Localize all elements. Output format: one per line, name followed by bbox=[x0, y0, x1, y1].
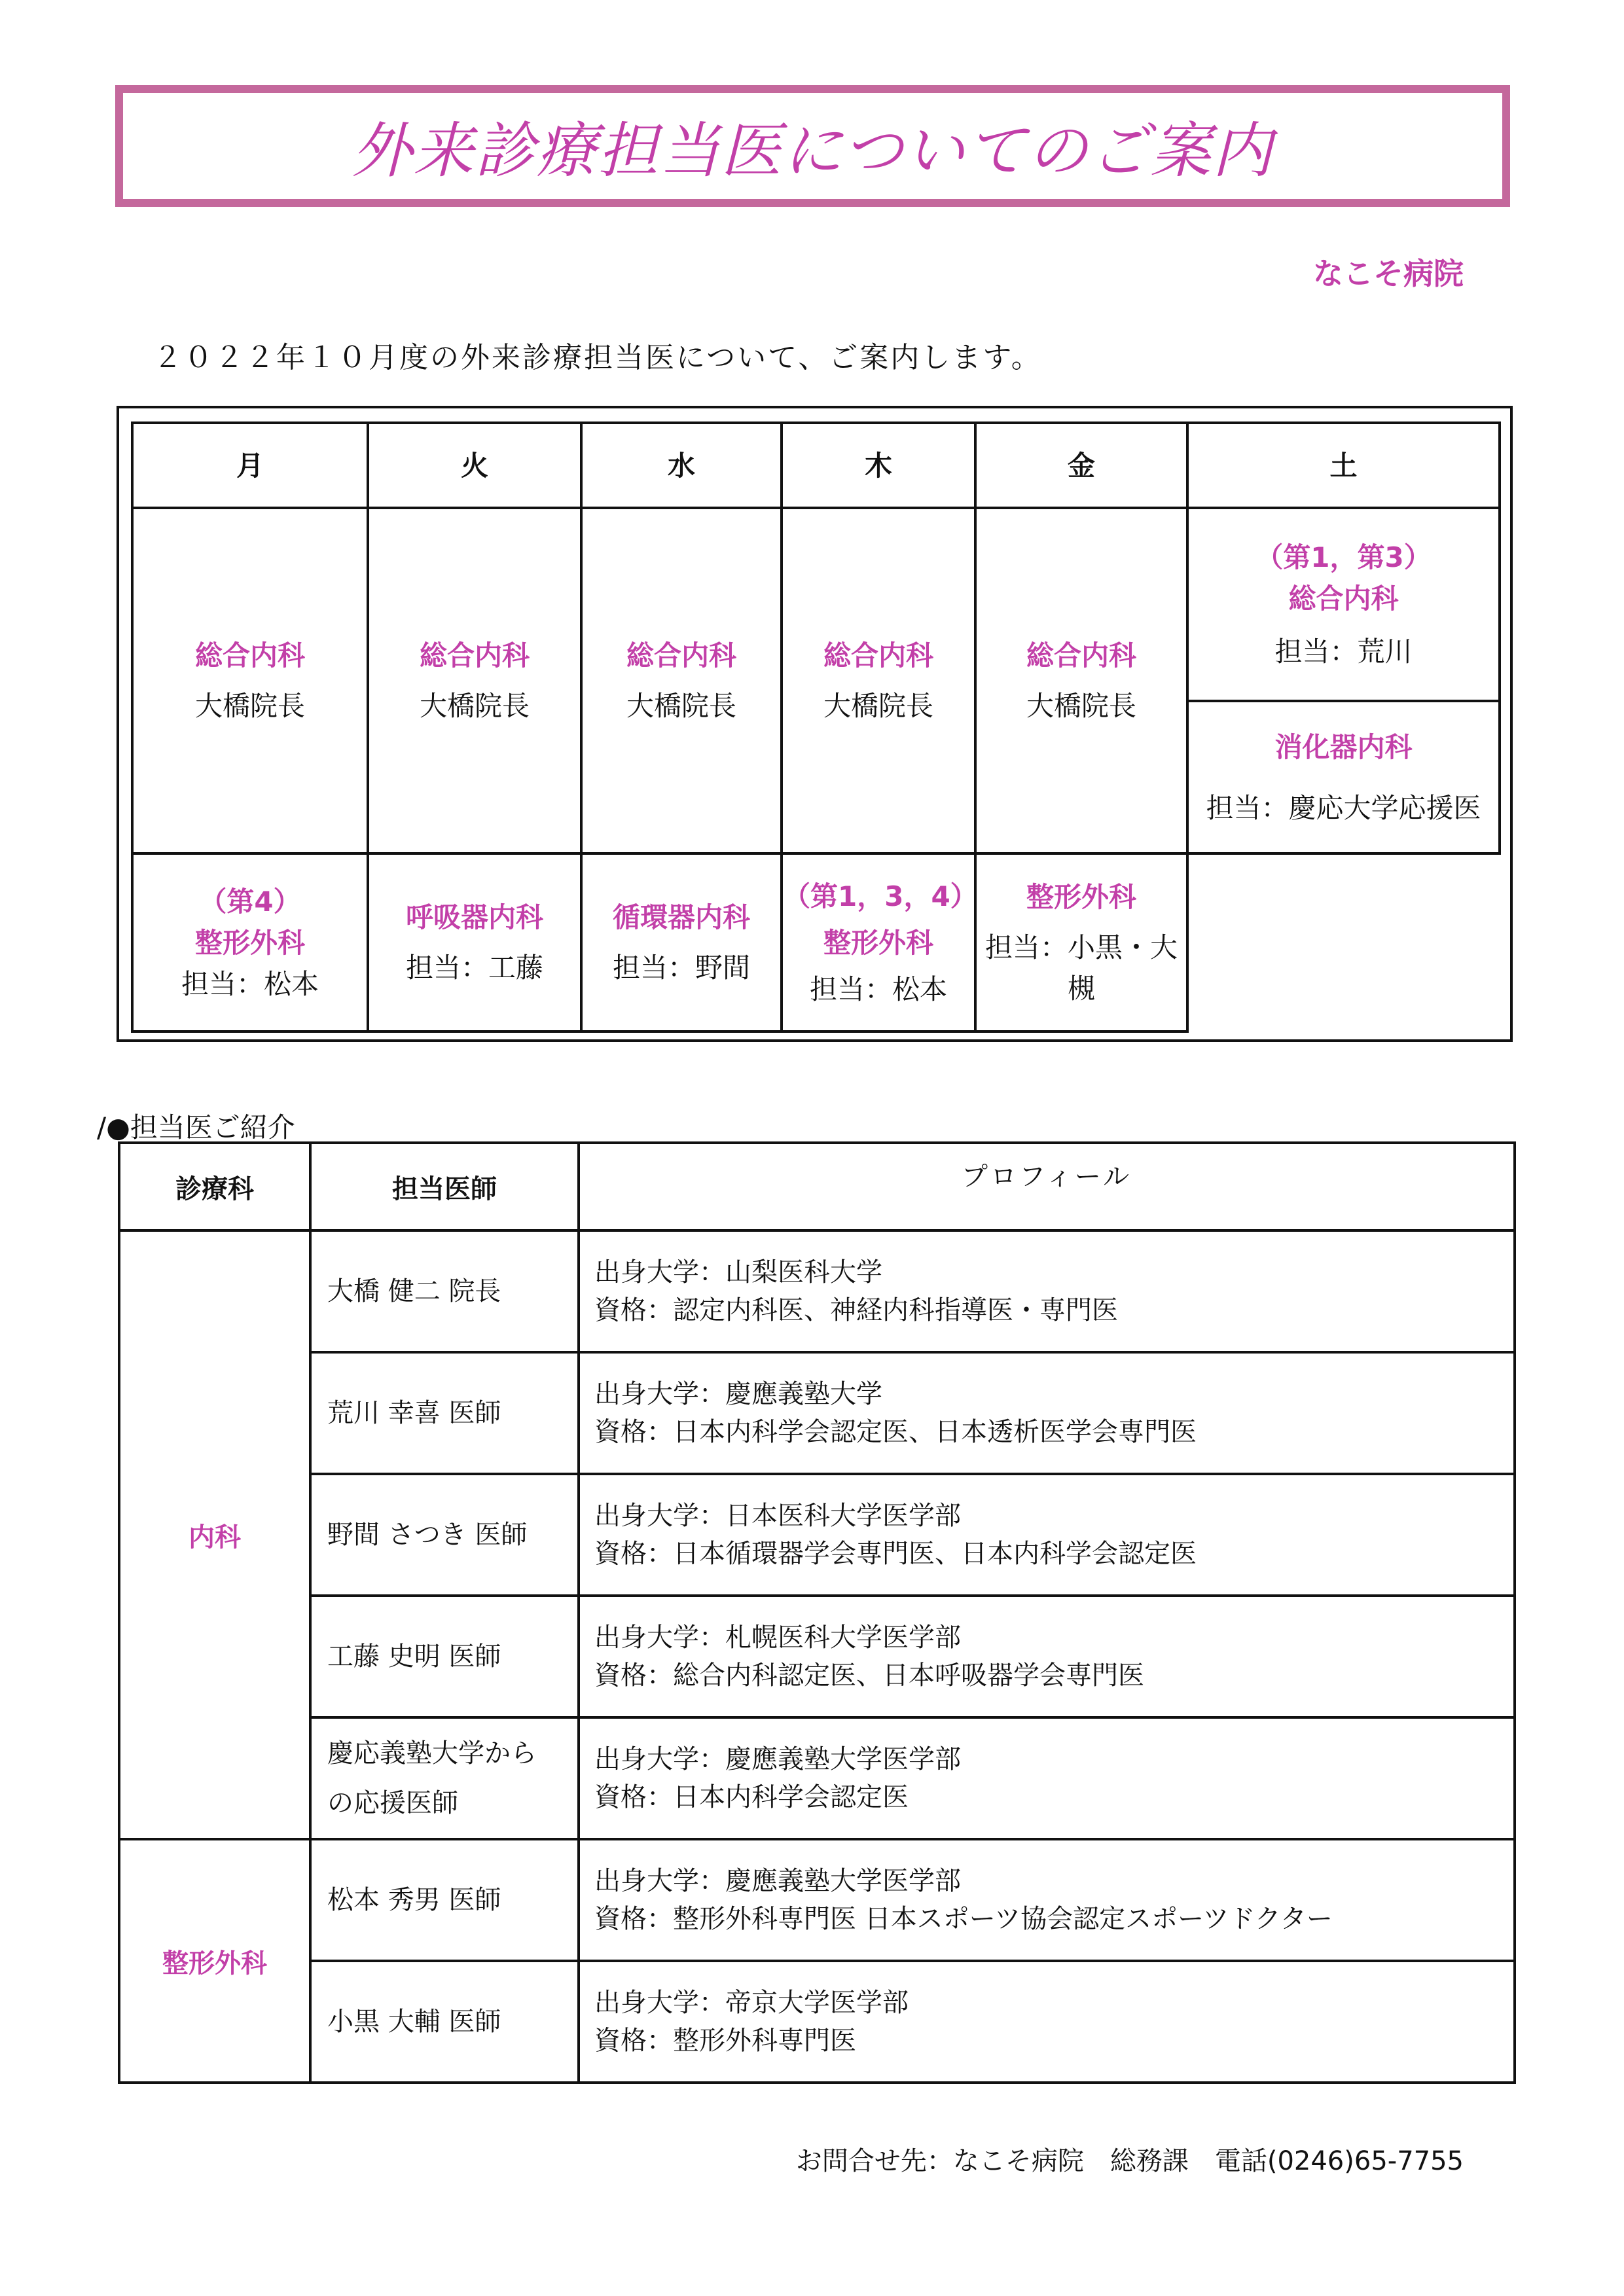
thu-bottom-doctor: 担当：野間 bbox=[612, 952, 750, 984]
schedule-table bbox=[131, 422, 1501, 1033]
mon-doctor: 大橋院長 bbox=[194, 690, 305, 722]
doctor-profile bbox=[579, 1961, 1515, 2083]
doctor-name bbox=[310, 1717, 579, 1839]
doctor-name: 松本 秀男 医師 bbox=[310, 1839, 579, 1961]
doctor-name: 野間 さつき 医師 bbox=[310, 1474, 579, 1596]
table-row bbox=[119, 1352, 1515, 1474]
contact-info: お問合せ先：なこそ病院 総務課 電話(0246)65-7755 bbox=[795, 2146, 1464, 2176]
tue-top-dept: 総合内科 bbox=[419, 639, 530, 672]
tue-top-doctor: 大橋院長 bbox=[419, 690, 530, 722]
hospital-name: なこそ病院 bbox=[1313, 256, 1464, 291]
fri-top-dept: 総合内科 bbox=[1026, 639, 1136, 672]
profile-qualification: 資格：整形外科専門医 日本スポーツ協会認定スポーツドクター bbox=[594, 1904, 1333, 1934]
dept-seikei: 整形外科 bbox=[119, 1839, 310, 2083]
table-row bbox=[119, 1474, 1515, 1596]
profile-qualification: 資格：総合内科認定医、日本呼吸器学会専門医 bbox=[594, 1660, 1144, 1691]
profile-header-row bbox=[119, 1143, 1515, 1230]
doctor-name: 小黒 大輔 医師 bbox=[310, 1961, 579, 2083]
table-row bbox=[119, 1596, 1515, 1717]
table-row bbox=[119, 1717, 1515, 1839]
profile-university: 出身大学：札幌医科大学医学部 bbox=[594, 1623, 961, 1653]
profile-university: 出身大学：慶應義塾大学 bbox=[594, 1379, 882, 1409]
sat-bottom-dept: 整形外科 bbox=[1026, 880, 1136, 913]
profile-qualification: 資格：日本内科学会認定医、日本透析医学会専門医 bbox=[594, 1417, 1197, 1447]
profile-university: 出身大学：帝京大学医学部 bbox=[594, 1988, 909, 2018]
day-header-mon: 月 bbox=[132, 423, 368, 508]
profile-university: 出身大学：慶應義塾大学医学部 bbox=[594, 1744, 961, 1774]
sat-2-dept: 消化器内科 bbox=[1274, 730, 1413, 763]
profile-header-profile: プロフィール bbox=[579, 1143, 1515, 1230]
tue-top-cell bbox=[368, 508, 581, 853]
profile-table bbox=[118, 1141, 1516, 2084]
day-header-thu: 木 bbox=[782, 423, 975, 508]
thu-top-doctor: 大橋院長 bbox=[823, 690, 933, 722]
table-row bbox=[119, 1961, 1515, 2083]
doctor-profile bbox=[579, 1596, 1515, 1717]
thu-top-cell bbox=[782, 508, 975, 853]
dept-naika: 内科 bbox=[119, 1230, 310, 1839]
profile-header-doctor: 担当医師 bbox=[310, 1143, 579, 1230]
wed-top-dept: 総合内科 bbox=[626, 639, 736, 672]
profile-header-dept: 診療科 bbox=[119, 1143, 310, 1230]
day-header-fri: 金 bbox=[975, 423, 1187, 508]
page-title: 外来診療担当医についてのご案内 bbox=[352, 116, 1274, 186]
wed-top-cell bbox=[581, 508, 782, 853]
day-header-tue: 火 bbox=[368, 423, 581, 508]
sat-1-dept: 総合内科 bbox=[1288, 583, 1399, 615]
sat-1-doctor: 担当：荒川 bbox=[1274, 636, 1413, 668]
fri-top-cell bbox=[975, 508, 1187, 853]
fri-bottom-note: （第1，3，4） bbox=[783, 880, 978, 912]
thu-top-dept: 総合内科 bbox=[823, 639, 933, 672]
doctor-profile bbox=[579, 1717, 1515, 1839]
fri-bottom-doctor: 担当：松本 bbox=[809, 973, 947, 1005]
profile-university: 出身大学：日本医科大学医学部 bbox=[594, 1501, 961, 1531]
doctor-name-line1: 慶応義塾大学から bbox=[327, 1738, 537, 1768]
profile-university: 出身大学：慶應義塾大学医学部 bbox=[594, 1866, 961, 1896]
sat-1-cell bbox=[1187, 508, 1500, 701]
doctor-name: 荒川 幸喜 医師 bbox=[310, 1352, 579, 1474]
sat-2-doctor: 担当：慶応大学応援医 bbox=[1206, 791, 1481, 824]
intro-text: ２０２２年１０月度の外来診療担当医について、ご案内します。 bbox=[153, 341, 1042, 374]
tue-bottom-dept: 整形外科 bbox=[194, 926, 305, 959]
sat-2-cell bbox=[1187, 701, 1500, 853]
wed-bottom-doctor: 担当：工藤 bbox=[405, 952, 543, 984]
profile-qualification: 資格：認定内科医、神経内科指導医・専門医 bbox=[594, 1295, 1118, 1325]
table-row bbox=[119, 1839, 1515, 1961]
fri-bottom-cell bbox=[782, 853, 978, 1031]
profile-qualification: 資格：日本内科学会認定医 bbox=[594, 1782, 909, 1812]
doctor-profile bbox=[579, 1474, 1515, 1596]
wed-top-doctor: 大橋院長 bbox=[626, 690, 736, 722]
doctor-name: 大橋 健二 院長 bbox=[310, 1230, 579, 1352]
wed-bottom-dept: 呼吸器内科 bbox=[405, 901, 543, 933]
day-header-wed: 水 bbox=[581, 423, 782, 508]
schedule-header-row bbox=[132, 423, 1500, 508]
profile-qualification: 資格：整形外科専門医 bbox=[594, 2026, 856, 2056]
title-box bbox=[115, 85, 1510, 207]
tue-bottom-cell bbox=[132, 853, 368, 1031]
wed-bottom-cell bbox=[368, 853, 581, 1031]
profile-qualification: 資格：日本循環器学会専門医、日本内科学会認定医 bbox=[594, 1539, 1197, 1569]
sat-bottom-cell bbox=[975, 853, 1187, 1031]
doctor-profile bbox=[579, 1230, 1515, 1352]
doctor-profile bbox=[579, 1352, 1515, 1474]
doctor-name: 工藤 史明 医師 bbox=[310, 1596, 579, 1717]
mon-cell bbox=[132, 508, 368, 853]
tue-bottom-doctor: 担当：松本 bbox=[181, 967, 319, 1000]
table-row bbox=[119, 1230, 1515, 1352]
profile-heading: /●担当医ご紹介 bbox=[97, 1111, 295, 1143]
thu-bottom-cell bbox=[581, 853, 782, 1031]
sat-bottom-doctor: 担当：小黒・大槻 bbox=[984, 931, 1178, 1005]
doctor-profile bbox=[579, 1839, 1515, 1961]
fri-bottom-dept: 整形外科 bbox=[823, 926, 933, 959]
thu-bottom-dept: 循環器内科 bbox=[612, 901, 750, 933]
doctor-name-line2: の応援医師 bbox=[327, 1788, 458, 1818]
profile-university: 出身大学：山梨医科大学 bbox=[594, 1257, 882, 1287]
day-header-sat: 土 bbox=[1187, 423, 1500, 508]
sat-1-note: （第1，第3） bbox=[1255, 541, 1432, 573]
mon-dept: 総合内科 bbox=[194, 639, 305, 672]
fri-top-doctor: 大橋院長 bbox=[1026, 690, 1136, 722]
tue-bottom-note: （第4） bbox=[199, 885, 301, 918]
